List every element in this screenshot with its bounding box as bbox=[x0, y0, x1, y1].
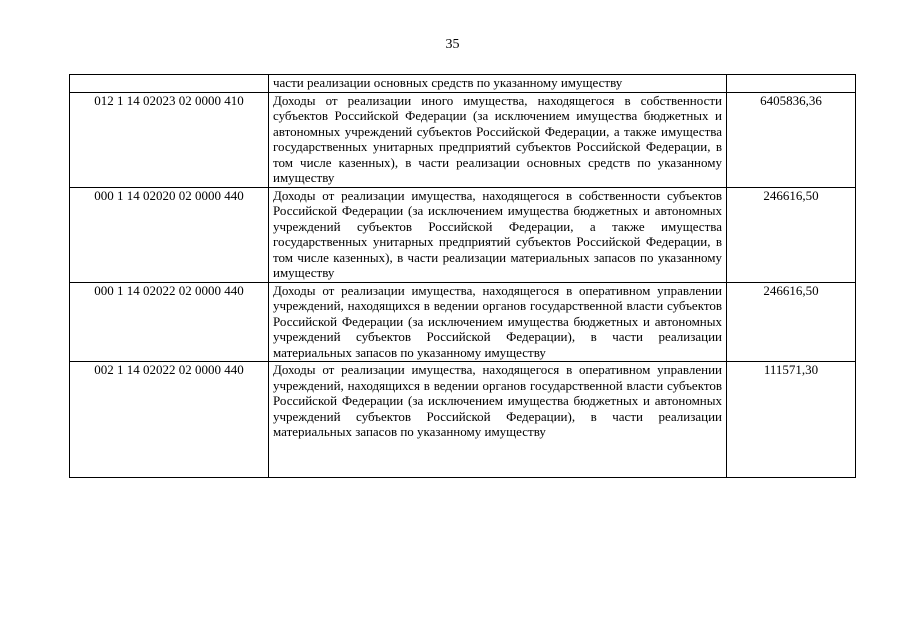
revenue-description-cell: Доходы от реализации имущества, находящегося в собственности субъектов Российской Федерации (за исключением имущества бюджетных и автономных учреждений субъектов Российской Федерации, а также имущества государственных унитарных предприятий субъектов Российской Федерации, в том числе казенных), в части реализации материальных запасов по указанному имуществу bbox=[269, 187, 727, 282]
table-row bbox=[70, 92, 856, 187]
revenue-description-cell: части реализации основных средств по указанному имуществу bbox=[269, 75, 727, 93]
page-number: 35 bbox=[445, 37, 460, 52]
revenue-code-cell bbox=[70, 75, 269, 93]
revenue-code-cell: 002 1 14 02022 02 0000 440 bbox=[70, 362, 269, 478]
revenue-code-cell: 000 1 14 02020 02 0000 440 bbox=[70, 187, 269, 282]
revenue-description-cell: Доходы от реализации имущества, находящегося в оперативном управлении учреждений, находящихся в ведении органов государственной власти субъектов Российской Федерации (за исключением имущества бюджетных и автономных учреждений субъектов Российской Федерации), в части реализации материальных запасов по указанному имуществу bbox=[269, 362, 727, 478]
table-row bbox=[70, 187, 856, 282]
revenue-amount-cell: 6405836,36 bbox=[727, 92, 856, 187]
table-row bbox=[70, 282, 856, 362]
revenue-description-cell: Доходы от реализации иного имущества, находящегося в собственности субъектов Российской Федерации (за исключением имущества бюджетных и автономных учреждений субъектов Российской Федерации, а также имущества государственных унитарных предприятий субъектов Российской Федерации, в том числе казенных), в части реализации основных средств по указанному имуществу bbox=[269, 92, 727, 187]
revenue-code-cell: 012 1 14 02023 02 0000 410 bbox=[70, 92, 269, 187]
revenue-amount-cell: 111571,30 bbox=[727, 362, 856, 478]
revenue-amount-cell: 246616,50 bbox=[727, 282, 856, 362]
revenue-amount-cell: 246616,50 bbox=[727, 187, 856, 282]
revenue-table bbox=[69, 74, 856, 478]
revenue-amount-cell bbox=[727, 75, 856, 93]
table-row bbox=[70, 75, 856, 93]
revenue-description-cell: Доходы от реализации имущества, находящегося в оперативном управлении учреждений, находящихся в ведении органов государственной власти субъектов Российской Федерации (за исключением имущества бюджетных и автономных учреждений субъектов Российской Федерации), в части реализации материальных запасов по указанному имуществу bbox=[269, 282, 727, 362]
revenue-code-cell: 000 1 14 02022 02 0000 440 bbox=[70, 282, 269, 362]
table-row bbox=[70, 362, 856, 478]
